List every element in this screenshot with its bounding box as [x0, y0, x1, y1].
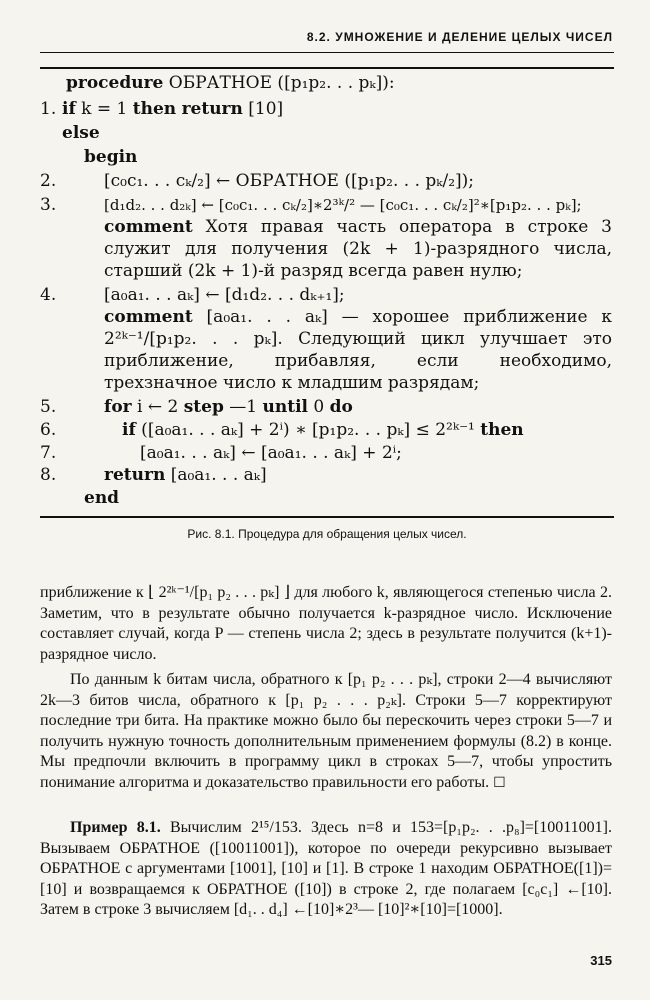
figure-caption: Рис. 8.1. Процедура для обращения целых чисел. [187, 527, 467, 541]
page-number: 315 [590, 953, 612, 968]
line-number: 6. [40, 420, 57, 440]
code-text: [c₀c₁. . . cₖ/₂] ← ОБРАТНОЕ ([p₁p₂. . . pₖ/₂]); [104, 171, 475, 191]
example-label: Пример 8.1. [70, 819, 161, 836]
line-number: 5. [40, 397, 57, 417]
paragraph-text: По данным k битам числа, обратного к [p₁ p₂ . . . pₖ], строки 2—4 вычисляют 2k—3 битов числа, обратного к [p₁ p₂ . . . p₂ₖ]. Строки 5—7 корректируют последние три бита. На практике можно было бы перескочить через строки 5—7 и получить нужную точность дополнительным применением формулы (8.2) в конце. Мы предпочли включить в программу цикл в строках 5—7, чтобы упростить понимание алгоритма и доказательство правильности его работы. [40, 671, 612, 791]
header-rule [40, 52, 614, 53]
code-text: comment Хотя правая часть оператора в строке 3 служит для получения (2k + 1)-разрядного числа, старший (2k + 1)-й разряд всегда равен нулю; [104, 217, 612, 281]
code-text: comment [a₀a₁. . . aₖ] — хорошее приближение к 2²ᵏ⁻¹/[p₁p₂. . . pₖ]. Следующий цикл улучшает это приближение, прибавляя, если необходимо, трехзначное число к младшим разрядам; [104, 307, 612, 393]
code-text: if k = 1 then return [10] [62, 99, 284, 119]
code-text: [d₁d₂. . . d₂ₖ] ← [c₀c₁. . . cₖ/₂]∗2³ᵏ/² — [c₀c₁. . . cₖ/₂]²∗[p₁p₂. . . pₖ]; [104, 196, 582, 214]
line-number: 2. [40, 171, 57, 191]
code-text: [a₀a₁. . . aₖ] ← [a₀a₁. . . aₖ] + 2ⁱ; [140, 443, 402, 463]
line-number: 8. [40, 465, 57, 485]
figure-bottom-rule [40, 516, 614, 518]
code-text: end [84, 488, 120, 508]
code-text: [a₀a₁. . . aₖ] ← [d₁d₂. . . dₖ₊₁]; [104, 285, 345, 305]
running-header: 8.2. УМНОЖЕНИЕ И ДЕЛЕНИЕ ЦЕЛЫХ ЧИСЕЛ [306, 30, 613, 44]
example-text: Вычислим 2¹⁵/153. Здесь n=8 и 153=[p₁p₂. . .p₈]=[10011001]. Вызываем ОБРАТНОЕ ([10011001]), которое по очереди рекурсивно вызывает ОБРАТНОЕ с аргументами [1001], [10] и [1]. В строке 1 находим ОБРАТНОЕ([1])=[10] и возвращаемся к ОБРАТНОЕ ([10]) в строке 2, где полагаем [c₀c₁] ←[10]. Затем в строке 3 вычисляем [d₁. . d₄] ←[10]∗2³— [10]²∗[10]=[1000]. [40, 819, 612, 918]
code-text: for i ← 2 step —1 until 0 do [104, 397, 353, 417]
code-text: if ([a₀a₁. . . aₖ] + 2ⁱ) ∗ [p₁p₂. . . pₖ] ≤ 2²ᵏ⁻¹ then [122, 420, 524, 440]
code-text: else [62, 123, 100, 143]
code-text: begin [84, 147, 138, 167]
line-number: 4. [40, 285, 57, 305]
line-number: 1. [40, 99, 57, 119]
line-number: 7. [40, 443, 57, 463]
line-number: 3. [40, 195, 57, 215]
body-paragraph [40, 670, 612, 793]
figure-top-rule [40, 67, 614, 69]
qed-symbol: ☐ [493, 774, 506, 791]
code-text: procedure ОБРАТНОЕ ([p₁p₂. . . pₖ]): [66, 73, 395, 93]
example-paragraph [40, 818, 612, 921]
code-text: return [a₀a₁. . . aₖ] [104, 465, 267, 485]
body-paragraph: приближение к ⌊ 2²ᵏ⁻¹/[p₁ p₂ . . . pₖ] ⌋ для любого k, являющегося степенью числа 2. Заметим, что в результате обычно получается k-разрядное число. Исключение составляет случай, когда P — степень числа 2; здесь в результате получится (k+1)-разрядное число. [40, 584, 612, 663]
